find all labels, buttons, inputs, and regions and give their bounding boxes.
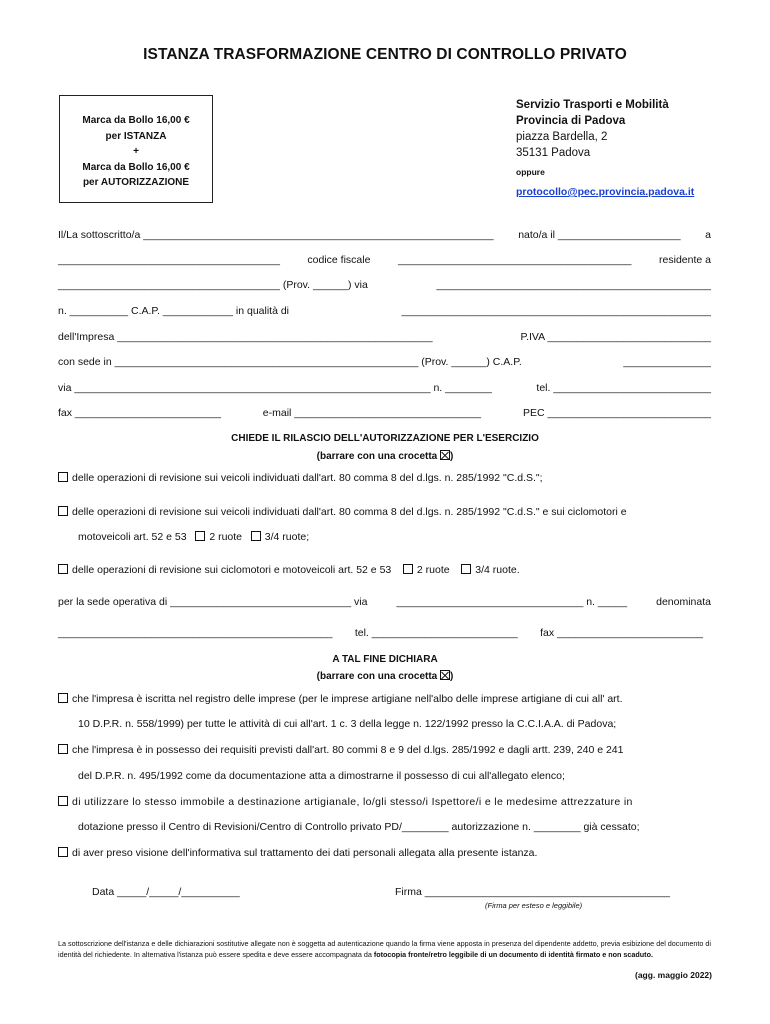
label-residente: residente a <box>659 254 711 266</box>
field-fax[interactable]: fax _________________________ <box>58 407 221 419</box>
marca-da-bollo-box <box>59 95 213 203</box>
crossed-box-icon <box>440 450 450 460</box>
option-veicoli-ciclomotori[interactable]: delle operazioni di revisione sui veicoli individuati dall'art. 80 comma 8 del d.lgs. n. 285/1992 "C.d.S." e sui ciclomotori e <box>58 506 711 518</box>
footer-bold: fotocopia fronte/retro leggibile di un documento di identità firmato e non scaduto. <box>373 949 653 959</box>
address-street: piazza Bardella, 2 <box>516 131 608 143</box>
checkbox-2-ruote[interactable] <box>195 531 205 541</box>
field-denominazione[interactable]: _______________________________________________ <box>58 627 333 639</box>
field-sede[interactable]: con sede in ____________________________________________________ (Prov. ______) C.A.P. <box>58 356 522 368</box>
bollo-line-2: per ISTANZA <box>105 130 167 142</box>
field-row-name[interactable] <box>58 229 711 241</box>
sede-operativa-contacts[interactable] <box>58 627 703 639</box>
field-place-birth[interactable]: ______________________________________ <box>58 254 280 266</box>
chiede-heading: CHIEDE IL RILASCIO DELL'AUTORIZZAZIONE PER L'ESERCIZIO <box>231 433 539 444</box>
dichiara-requisiti[interactable]: che l'impresa è in possesso dei requisiti previsti dall'art. 80 commi 8 e 9 del d.lgs. 285/1992 e dagli artt. 239, 240 e 241 <box>58 744 711 756</box>
option-veicoli[interactable]: delle operazioni di revisione sui veicoli individuati dall'art. 80 comma 8 del d.lgs. n. 285/1992 "C.d.S."; <box>58 472 711 484</box>
field-sede-via[interactable]: via _____________________________________________________________ n. ________ <box>58 382 492 394</box>
field-row-qualita[interactable] <box>58 305 711 317</box>
field-email[interactable]: e-mail ________________________________ <box>262 407 482 419</box>
dichiara-iscrizione-cont: 10 D.P.R. n. 558/1999) per tutte le attività di cui all'art. 1 c. 3 della legge n. 122/1992 presso la C.C.I.A.A. di Padova; <box>78 718 617 730</box>
field-nato-il[interactable]: nato/a il _____________________ <box>518 229 681 241</box>
field-row-via[interactable] <box>58 382 711 394</box>
field-sede-operativa[interactable]: per la sede operativa di _______________________________ via <box>58 596 368 608</box>
chiede-subheading: (barrare con una crocetta ) <box>316 451 454 462</box>
checkbox-veicoli[interactable] <box>58 472 68 482</box>
field-tel[interactable]: tel. ___________________________ <box>536 382 711 394</box>
field-codice-fiscale[interactable]: ________________________________________ <box>397 254 632 266</box>
checkbox-3-4-ruote-b[interactable] <box>461 564 471 574</box>
field-via[interactable]: _______________________________________________ <box>436 279 711 291</box>
checkbox-ciclomotori[interactable] <box>58 564 68 574</box>
pec-email-link[interactable]: protocollo@pec.provincia.padova.it <box>516 186 695 198</box>
field-impresa[interactable]: dell'Impresa ______________________________________________________ <box>58 331 433 343</box>
field-pec[interactable]: PEC ____________________________ <box>522 407 711 419</box>
bollo-line-1: Marca da Bollo 16,00 € <box>82 115 190 126</box>
field-row-residence[interactable] <box>58 279 711 291</box>
dichiara-iscrizione[interactable]: che l'impresa è iscritta nel registro delle imprese (per le imprese artigiane nell'albo delle imprese artigiane di cui all' art. <box>58 693 711 705</box>
field-row-contacts[interactable] <box>58 407 711 419</box>
field-numero-cap[interactable]: n. __________ C.A.P. ____________ in qualità di <box>58 305 290 317</box>
crossed-box-icon <box>440 670 450 680</box>
checkbox-2-ruote-b[interactable] <box>403 564 413 574</box>
recipient-address <box>516 97 694 200</box>
field-sede-tel[interactable]: tel. _________________________ <box>354 627 518 639</box>
update-date: (agg. maggio 2022) <box>635 970 712 980</box>
field-row-sede[interactable] <box>58 356 711 368</box>
field-firma[interactable]: Firma __________________________________________ <box>395 886 671 898</box>
dichiara-requisiti-cont: del D.P.R. n. 495/1992 come da documentazione atta a dimostrarne il possesso di cui all'allegato elenco; <box>78 770 565 782</box>
address-office: Servizio Trasporti e Mobilità <box>516 99 669 111</box>
option-ciclomotori[interactable]: delle operazioni di revisione sui ciclomotori e motoveicoli art. 52 e 53 2 ruote 3/4 ruote. <box>58 564 711 576</box>
address-city: 35131 Padova <box>516 147 591 159</box>
field-row-impresa[interactable] <box>58 331 711 343</box>
dichiara-subheading: (barrare con una crocetta ) <box>316 671 454 682</box>
checkbox-veicoli-ciclomotori[interactable] <box>58 506 68 516</box>
checkbox-3-4-ruote[interactable] <box>251 531 261 541</box>
page-title: ISTANZA TRASFORMAZIONE CENTRO DI CONTROLLO PRIVATO <box>143 46 627 63</box>
checkbox-immobile[interactable] <box>58 796 68 806</box>
field-piva[interactable]: P.IVA ____________________________ <box>520 331 711 343</box>
address-province: Provincia di Padova <box>516 115 626 127</box>
checkbox-requisiti[interactable] <box>58 744 68 754</box>
dichiara-privacy[interactable]: di aver preso visione dell'informativa sul trattamento dei dati personali allegata alla presente istanza. <box>58 847 711 859</box>
field-qualita[interactable]: _____________________________________________________ <box>401 305 711 317</box>
checkbox-privacy[interactable] <box>58 847 68 857</box>
field-sede-fax[interactable]: fax _________________________ <box>540 627 703 639</box>
field-sede-cap[interactable]: _______________ <box>623 356 711 368</box>
firma-note: (Firma per esteso e leggibile) <box>485 901 583 910</box>
bollo-line-3: + <box>133 146 139 157</box>
field-sottoscritto[interactable]: Il/La sottoscritto/a ____________________________________________________________ <box>58 229 494 241</box>
label-denominata: denominata <box>656 596 711 608</box>
field-residence[interactable]: ______________________________________ (Prov. ______) via <box>58 279 368 291</box>
bollo-line-4: Marca da Bollo 16,00 € <box>82 161 190 173</box>
field-sede-operativa-via[interactable]: ________________________________ n. _____ <box>396 596 628 608</box>
address-oppure: oppure <box>516 167 545 177</box>
option-veicoli-ciclomotori-ruote: motoveicoli art. 52 e 53 2 ruote 3/4 ruote; <box>78 531 310 543</box>
footer-note: La sottoscrizione dell'istanza e delle dichiarazioni sostitutive allegate non è soggetta ad autenticazione quando la firma viene apposta in presenza del dipendente addetto, previa esibizione del documento di identità del richiedente. In alternativa l'istanza può essere spedita e deve essere accompagnata da fotocopia fronte/retro leggibile di un documento di identità firmato e non scaduto. <box>58 939 711 959</box>
checkbox-iscrizione[interactable] <box>58 693 68 703</box>
dichiara-immobile-cont: dotazione presso il Centro di Revisioni/Centro di Controllo privato PD/________ autorizzazione n. ________ già cessato; <box>78 821 640 833</box>
field-data[interactable]: Data _____/_____/__________ <box>92 886 240 898</box>
field-a: a <box>705 229 711 241</box>
bollo-line-5: per AUTORIZZAZIONE <box>82 177 190 188</box>
label-codice-fiscale: codice fiscale <box>307 254 371 266</box>
dichiara-heading: A TAL FINE DICHIARA <box>332 654 438 665</box>
sede-operativa-row[interactable] <box>58 596 711 608</box>
dichiara-immobile[interactable]: di utilizzare lo stesso immobile a destinazione artigianale, lo/gli stesso/i Ispettore/i e le medesime attrezzature in <box>58 796 711 808</box>
field-row-cf[interactable] <box>58 254 711 266</box>
